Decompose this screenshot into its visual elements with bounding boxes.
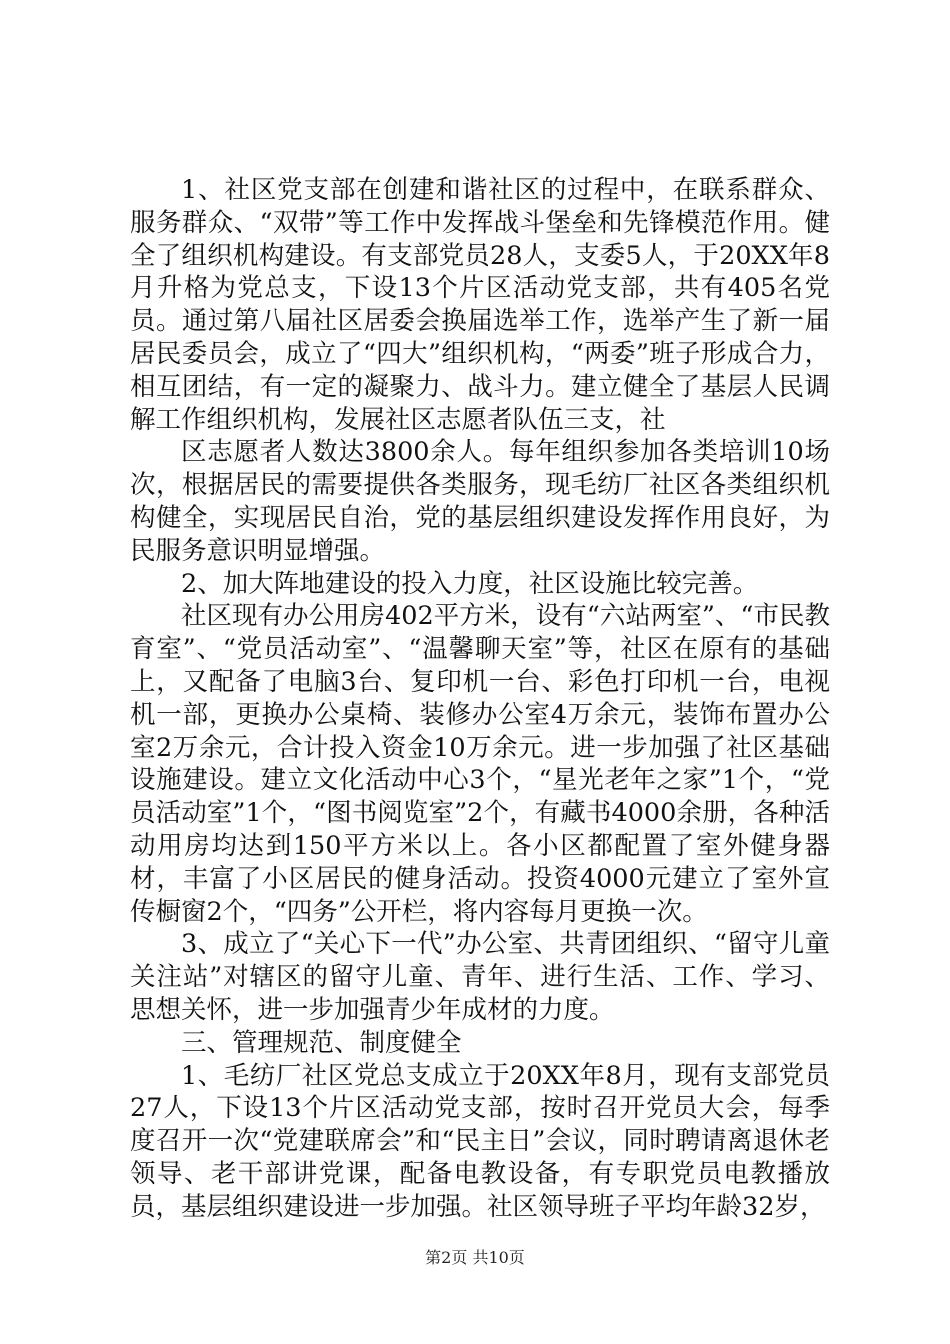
section-heading: 三、管理规范、制度健全 [181, 1027, 462, 1058]
document-body [130, 174, 830, 1224]
paragraph-4: 社区现有办公用房402平方米，设有“六站两室”、“市民教育室”、“党员活动室”、“温馨聊天室”等，社区在原有的基础上，又配备了电脑3台、复印机一台、彩色打印机一台，电视机一部，更换办公桌椅、装修办公室4万余元，装饰布置办公室2万余元，合计投入资金10万余元。进一步加强了社区基础设施建设。建立文化活动中心3个，“星光老年之家”1个，“党员活动室”1个，“图书阅览室”2个，有藏书4000余册，各种活动用房均达到150平方米以上。各小区都配置了室外健身器材，丰富了小区居民的健身活动。投资4000元建立了室外宣传橱窗2个，“四务”公开栏，将内容每月更换一次。 [130, 601, 830, 927]
page-footer: 第2页 共10页 [425, 1248, 525, 1267]
paragraph-2: 区志愿者人数达3800余人。每年组织参加各类培训10场次，根据居民的需要提供各类服务，现毛纺厂社区各类组织机构健全，实现居民自治，党的基层组织建设发挥作用良好，为民服务意识明显增强。 [130, 437, 830, 566]
paragraph-7: 1、毛纺厂社区党总支成立于20XX年8月，现有支部党员27人，下设13个片区活动党支部，按时召开党员大会，每季度召开一次“党建联席会”和“民主日”会议，同时聘请离退休老领导、老干部讲党课，配备电教设备，有专职党员电教播放员，基层组织建设进一步加强。社区领导班子平均年龄32岁， [130, 1060, 830, 1222]
paragraph-3: 2、加大阵地建设的投入力度，社区设施比较完善。 [181, 568, 759, 599]
paragraph-5: 3、成立了“关心下一代”办公室、共青团组织、“留守儿童关注站”对辖区的留守儿童、青年、进行生活、工作、学习、思想关怀，进一步加强青少年成材的力度。 [130, 929, 830, 1025]
paragraph-1: 1、社区党支部在创建和谐社区的过程中，在联系群众、服务群众、“双带”等工作中发挥战斗堡垒和先锋模范作用。健全了组织机构建设。有支部党员28人，支委5人，于20XX年8月升格为党总支，下设13个片区活动党支部，共有405名党员。通过第八届社区居委会换届选举工作，选举产生了新一届居民委员会，成立了“四大”组织机构，“两委”班子形成合力，相互团结，有一定的凝聚力、战斗力。建立健全了基层人民调解工作组织机构，发展社区志愿者队伍三支，社 [130, 175, 830, 435]
